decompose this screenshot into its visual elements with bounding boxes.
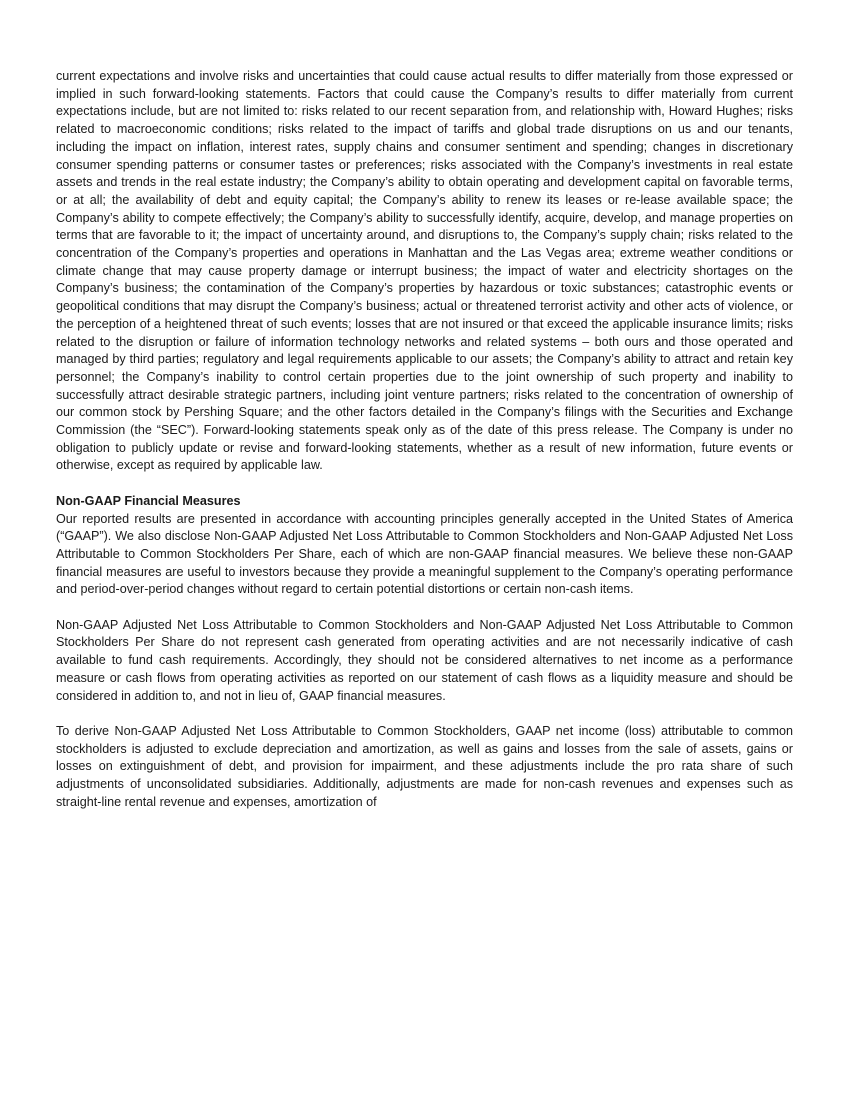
non-gaap-derivation-paragraph: To derive Non-GAAP Adjusted Net Loss Attributable to Common Stockholders, GAAP net income (loss) attributable to common stockholders is adjusted to exclude depreciation and amortization, as well as gains and losses from the sale of assets, gains or losses on extinguishment of debt, and provision for impairment, and these adjustments include the pro rata share of such adjustments of unconsolidated subsidiaries. Additionally, adjustments are made for non-cash revenues and expenses such as straight-line rental revenue and expenses, amortization of xyxy=(56,723,793,809)
forward-looking-paragraph: current expectations and involve risks and uncertainties that could cause actual results to differ materially from those expressed or implied in such forward-looking statements. Factors that could cause the Company’s results to differ materially from current expectations include, but are not limited to: risks related to our recent separation from, and relationship with, Howard Hughes; risks related to macroeconomic conditions; risks related to the impact of tariffs and global trade disruptions on us and our tenants, including the impact on inflation, interest rates, supply chains and consumer sentiment and spending; changes in discretionary consumer spending patterns or consumer tastes or preferences; risks associated with the Company’s investments in real estate assets and trends in the real estate industry; the Company’s ability to obtain operating and development capital on favorable terms, or at all; the availability of debt and equity capital; the Company’s ability to renew its leases or re-lease available space; the Company’s ability to compete effectively; the Company’s ability to successfully identify, acquire, develop, and manage properties on terms that are favorable to it; the impact of uncertainty around, and disruptions to, the Company’s supply chain; risks related to the concentration of the Company’s properties and operations in Manhattan and the Las Vegas area; extreme weather conditions or climate change that may cause property damage or interrupt business; the impact of water and electricity shortages on the Company’s business; the contamination of the Company’s properties by hazardous or toxic substances; catastrophic events or geopolitical conditions that may disrupt the Company’s business; actual or threatened terrorist activity and other acts of violence, or the perception of a heightened threat of such events; losses that are not insured or that exceed the applicable insurance limits; risks related to the disruption or failure of information technology networks and related systems – both ours and those operated and managed by third parties; regulatory and legal requirements applicable to our assets; the Company’s ability to attract and retain key personnel; the Company’s inability to control certain properties due to the joint ownership of such property and inability to successfully attract desirable strategic partners, including joint venture partners; risks related to the concentration of ownership of our common stock by Pershing Square; and the other factors detailed in the Company’s filings with the Securities and Exchange Commission (the “SEC”). Forward-looking statements speak only as of the date of this press release. The Company is under no obligation to publicly update or revise and forward-looking statements, whether as a result of new information, future events or otherwise, except as required by applicable law. xyxy=(56,69,793,473)
section-heading: Non-GAAP Financial Measures xyxy=(56,493,241,508)
non-gaap-intro-paragraph: Our reported results are presented in accordance with accounting principles generally accepted in the United States of America (“GAAP”). We also disclose Non-GAAP Adjusted Net Loss Attributable to Common Stockholders and Non-GAAP Adjusted Net Loss Attributable to Common Stockholders Per Share, each of which are non-GAAP financial measures. We believe these non-GAAP financial measures are useful to investors because they provide a meaningful supplement to the Company’s operating performance and period-over-period changes without regard to certain potential distortions or certain non-cash items. xyxy=(56,511,793,597)
non-gaap-limitations-paragraph: Non-GAAP Adjusted Net Loss Attributable to Common Stockholders and Non-GAAP Adjusted Net Loss Attributable to Common Stockholders Per Share do not represent cash generated from operating activities and are not necessarily indicative of cash available to fund cash requirements. Accordingly, they should not be considered alternatives to net income as a performance measure or cash flows from operating activities as reported on our statement of cash flows as a liquidity measure and should be considered in addition to, and not in lieu of, GAAP financial measures. xyxy=(56,617,793,703)
document-page xyxy=(56,68,793,811)
